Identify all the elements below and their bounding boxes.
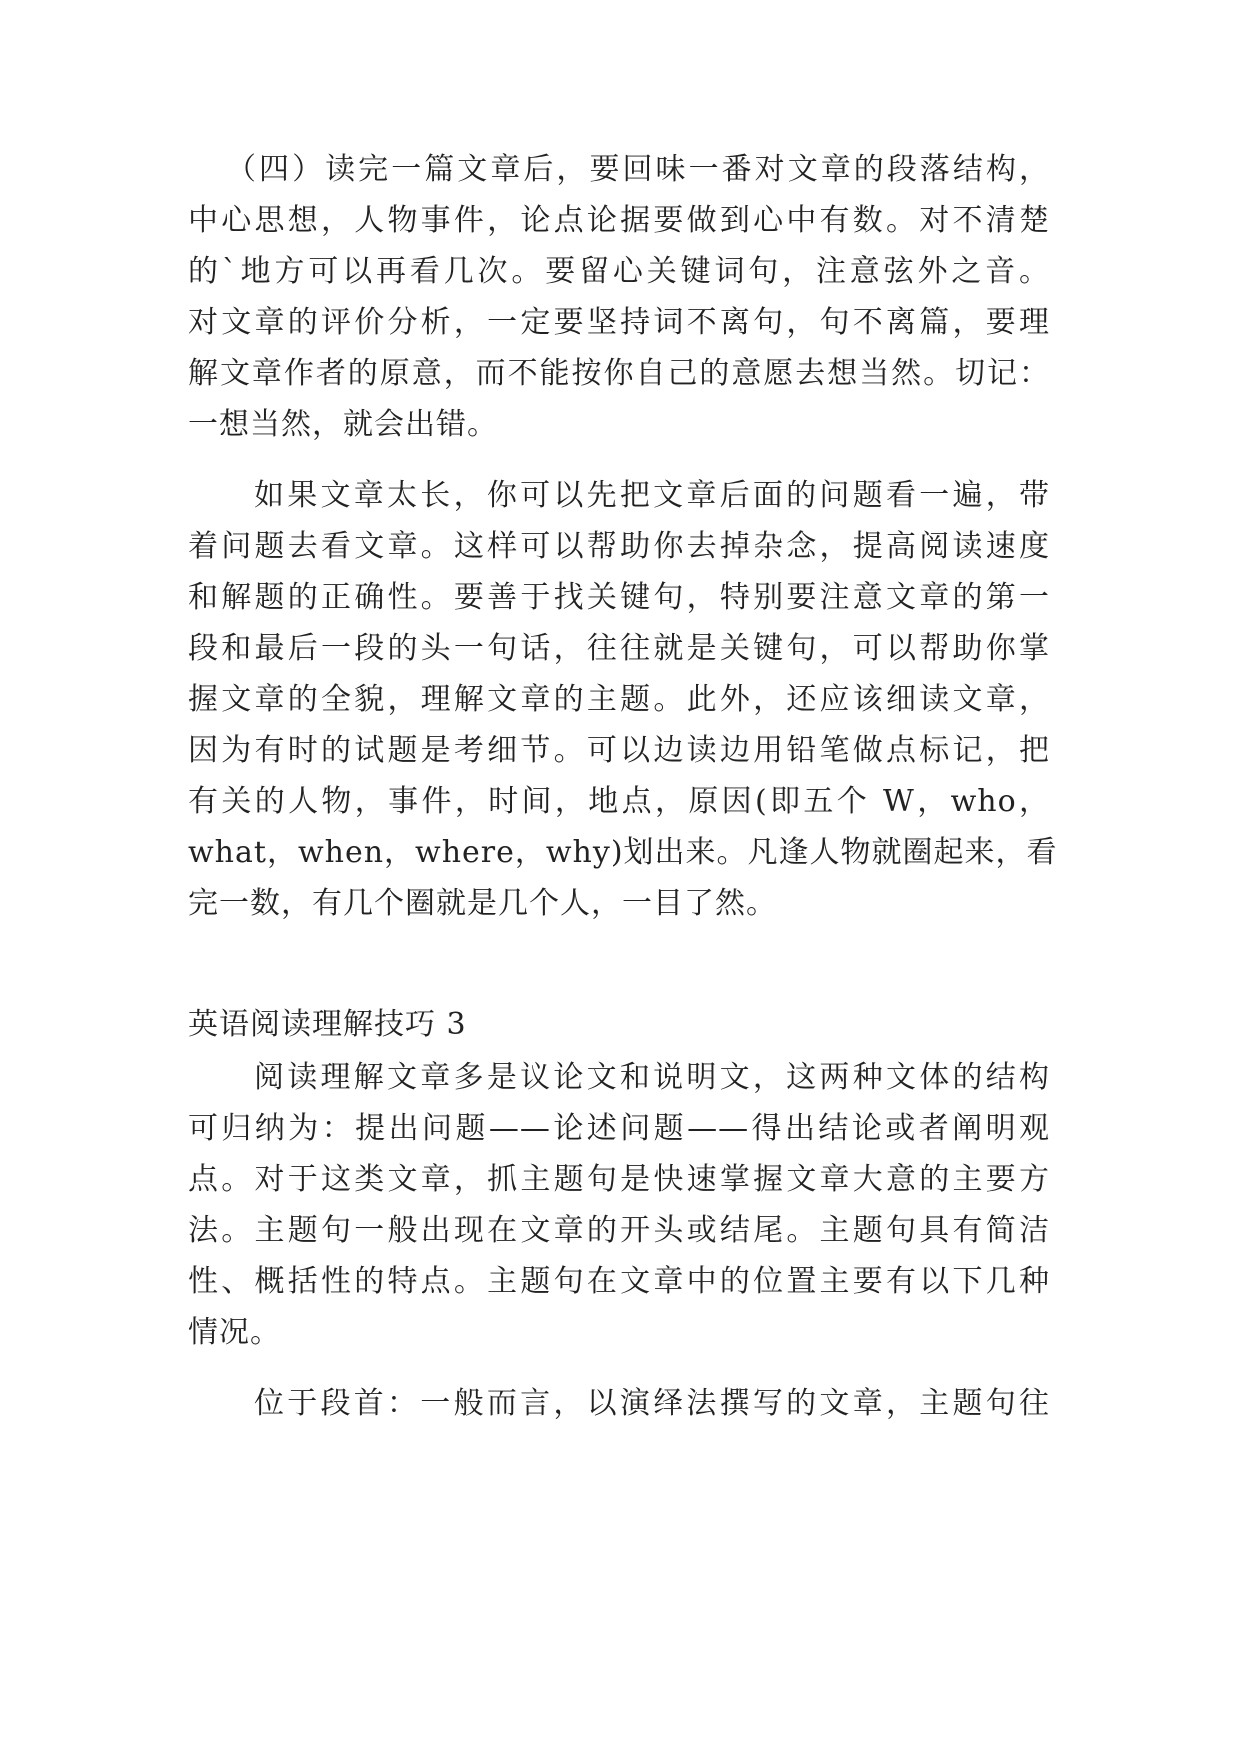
text-line: 法。主题句一般出现在文章的开头或结尾。主题句具有简洁 bbox=[188, 1213, 1050, 1248]
text-line: 因为有时的试题是考细节。可以边读边用铅笔做点标记，把 bbox=[188, 733, 1050, 768]
text-line: 位于段首：一般而言，以演绎法撰写的文章，主题句往 bbox=[254, 1386, 1050, 1421]
text-line: 有关的人物，事件，时间，地点，原因(即五个 W，who， bbox=[188, 784, 1050, 819]
text-line: 可归纳为：提出问题——论述问题——得出结论或者阐明观 bbox=[188, 1111, 1050, 1146]
text-line: what，when，where，why)划出来。凡逢人物就圈起来，看 bbox=[188, 835, 1058, 870]
text-line: 对文章的评价分析，一定要坚持词不离句，句不离篇，要理 bbox=[188, 305, 1050, 340]
text-line: 一想当然，就会出错。 bbox=[188, 407, 498, 442]
text-line: 情况。 bbox=[188, 1315, 281, 1350]
text-line: 中心思想，人物事件，论点论据要做到心中有数。对不清楚 bbox=[188, 203, 1050, 238]
text-line: 点。对于这类文章，抓主题句是快速掌握文章大意的主要方 bbox=[188, 1162, 1050, 1197]
text-line: 如果文章太长，你可以先把文章后面的问题看一遍，带 bbox=[254, 478, 1050, 513]
text-line: 完一数，有几个圈就是几个人，一目了然。 bbox=[188, 886, 777, 921]
text-line: 和解题的正确性。要善于找关键句，特别要注意文章的第一 bbox=[188, 580, 1050, 615]
text-line: 段和最后一段的头一句话，往往就是关键句，可以帮助你掌 bbox=[188, 631, 1050, 666]
text-line: 解文章作者的原意，而不能按你自己的意愿去想当然。切记： bbox=[188, 356, 1050, 391]
text-line: （四）读完一篇文章后，要回味一番对文章的段落结构， bbox=[226, 152, 1050, 187]
text-line: 性、概括性的特点。主题句在文章中的位置主要有以下几种 bbox=[188, 1264, 1050, 1299]
text-line: 的`地方可以再看几次。要留心关键词句，注意弦外之音。 bbox=[188, 254, 1050, 289]
text-line: 着问题去看文章。这样可以帮助你去掉杂念，提高阅读速度 bbox=[188, 529, 1050, 564]
section-heading: 英语阅读理解技巧 3 bbox=[188, 1007, 467, 1042]
text-line: 阅读理解文章多是议论文和说明文，这两种文体的结构 bbox=[254, 1060, 1050, 1095]
text-line: 握文章的全貌，理解文章的主题。此外，还应该细读文章， bbox=[188, 682, 1050, 717]
